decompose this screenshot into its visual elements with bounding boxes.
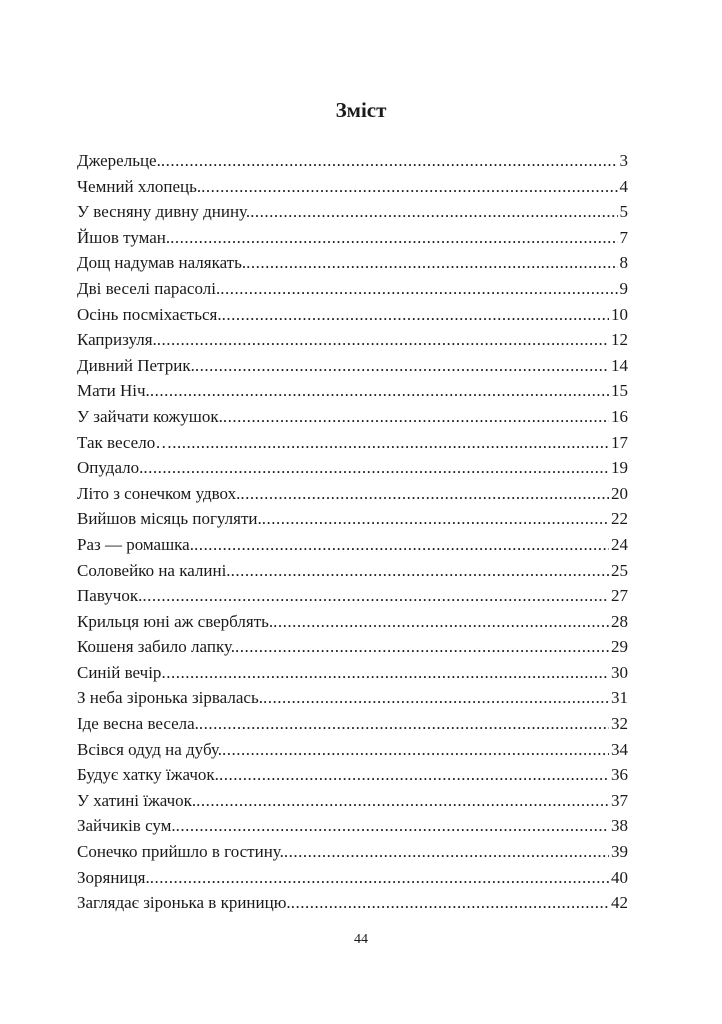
toc-entry bbox=[77, 327, 628, 353]
toc-entry-title: Соловейко на калині. bbox=[77, 560, 231, 580]
toc-entry-title: Джерельце. bbox=[77, 151, 161, 170]
toc-entry-title: Сонечко прийшло в гостину. bbox=[77, 842, 284, 862]
toc-entry bbox=[77, 634, 628, 660]
toc-entry-title: Іде весна весела. bbox=[77, 714, 199, 734]
toc-entry bbox=[77, 532, 628, 558]
dot-leader bbox=[195, 353, 609, 379]
dot-leader bbox=[284, 839, 609, 865]
toc-entry-title: Кошеня забило лапку. bbox=[77, 637, 236, 657]
toc-entry bbox=[77, 378, 628, 404]
toc-entry-page: 14 bbox=[611, 355, 628, 375]
dot-leader bbox=[161, 148, 618, 174]
dot-leader bbox=[170, 225, 617, 251]
toc-entry-title: У весняну дивну днину. bbox=[77, 202, 251, 222]
toc-entry-page: 32 bbox=[611, 714, 628, 734]
dot-leader bbox=[157, 327, 609, 353]
toc-entry bbox=[77, 558, 628, 584]
toc-entry-page: 36 bbox=[611, 765, 628, 785]
toc-entry bbox=[77, 250, 628, 276]
table-of-contents bbox=[77, 148, 628, 916]
toc-entry-page: 4 bbox=[619, 176, 628, 196]
toc-entry-page: 8 bbox=[619, 253, 628, 273]
toc-entry-title: Літо з сонечком удвох. bbox=[77, 483, 241, 503]
dot-leader bbox=[262, 506, 609, 532]
dot-leader bbox=[143, 455, 609, 481]
toc-entry-page: 42 bbox=[611, 893, 628, 913]
toc-entry bbox=[77, 148, 628, 174]
toc-entry-title: Опудало. bbox=[77, 458, 144, 478]
toc-entry-page: 15 bbox=[611, 381, 628, 401]
dot-leader bbox=[172, 430, 609, 456]
toc-entry-title: Дві веселі парасолі. bbox=[77, 278, 221, 298]
dot-leader bbox=[273, 609, 609, 635]
toc-entry-page: 40 bbox=[611, 867, 628, 887]
toc-entry-title: Дощ надумав налякать. bbox=[77, 253, 247, 273]
toc-entry-title: З неба зіронька зірвалась. bbox=[77, 688, 263, 708]
toc-entry-page: 34 bbox=[611, 739, 628, 759]
toc-entry-page: 20 bbox=[611, 483, 628, 503]
dot-leader bbox=[291, 890, 609, 916]
toc-entry-title: Заглядає зіронька в криницю. bbox=[77, 893, 291, 913]
dot-leader bbox=[150, 378, 609, 404]
dot-leader bbox=[263, 685, 609, 711]
toc-entry-page: 24 bbox=[611, 534, 628, 554]
toc-entry-title: Павучок. bbox=[77, 586, 143, 606]
toc-entry-page: 16 bbox=[611, 406, 628, 426]
toc-entry-page: 28 bbox=[611, 611, 628, 631]
toc-entry bbox=[77, 455, 628, 481]
toc-entry bbox=[77, 890, 628, 916]
toc-entry bbox=[77, 481, 628, 507]
toc-entry bbox=[77, 430, 628, 456]
toc-entry-page: 7 bbox=[619, 227, 628, 247]
toc-entry-title: Крильця юні аж сверблять. bbox=[77, 611, 274, 631]
toc-entry bbox=[77, 609, 628, 635]
toc-entry bbox=[77, 404, 628, 430]
toc-entry-page: 5 bbox=[619, 202, 628, 222]
page-number: 44 bbox=[354, 932, 368, 947]
dot-leader bbox=[199, 711, 609, 737]
toc-entry-page: 30 bbox=[611, 662, 628, 682]
toc-entry bbox=[77, 813, 628, 839]
toc-entry-page: 9 bbox=[619, 278, 628, 298]
dot-leader bbox=[220, 276, 617, 302]
dot-leader bbox=[219, 762, 609, 788]
toc-entry-title: Так весело… bbox=[77, 432, 173, 452]
dot-leader bbox=[142, 583, 609, 609]
toc-entry-page: 29 bbox=[611, 637, 628, 657]
toc-entry-title: Всівся одуд на дубу. bbox=[77, 739, 223, 759]
toc-entry-title: Зайчиків сум. bbox=[77, 816, 176, 836]
toc-entry-page: 17 bbox=[611, 432, 628, 452]
dot-leader bbox=[150, 865, 609, 891]
toc-entry bbox=[77, 685, 628, 711]
toc-entry-page: 10 bbox=[611, 304, 628, 324]
toc-entry-page: 22 bbox=[611, 509, 628, 529]
toc-entry-title: Йшов туман. bbox=[77, 227, 171, 247]
toc-entry bbox=[77, 737, 628, 763]
dot-leader bbox=[231, 558, 609, 584]
dot-leader bbox=[161, 660, 609, 686]
toc-entry-page: 38 bbox=[611, 816, 628, 836]
toc-entry-title: Будує хатку їжачок. bbox=[77, 765, 219, 785]
toc-entry-title: Мати Ніч. bbox=[77, 381, 150, 401]
dot-leader bbox=[196, 788, 609, 814]
dot-leader bbox=[240, 481, 609, 507]
toc-entry-page: 19 bbox=[611, 458, 628, 478]
toc-entry-title: Зоряниця. bbox=[77, 867, 150, 887]
page-title: Зміст bbox=[335, 98, 387, 122]
toc-entry-title: Осінь посміхається. bbox=[77, 304, 222, 324]
toc-entry-title: Дивний Петрик. bbox=[77, 355, 195, 375]
toc-entry-title: У зайчати кожушок. bbox=[77, 406, 223, 426]
dot-leader bbox=[235, 634, 609, 660]
toc-entry bbox=[77, 225, 628, 251]
dot-leader bbox=[222, 302, 609, 328]
toc-entry-page: 3 bbox=[619, 151, 628, 170]
toc-entry-title: Чемний хлопець. bbox=[77, 176, 202, 196]
toc-entry bbox=[77, 583, 628, 609]
toc-entry-page: 12 bbox=[611, 330, 628, 350]
toc-entry-page: 31 bbox=[611, 688, 628, 708]
toc-entry-page: 39 bbox=[611, 842, 628, 862]
dot-leader bbox=[222, 737, 609, 763]
dot-leader bbox=[201, 174, 617, 200]
toc-entry-title: Синій вечір bbox=[77, 662, 162, 682]
dot-leader bbox=[250, 199, 617, 225]
toc-entry bbox=[77, 660, 628, 686]
toc-entry-title: Вийшов місяць погуляти. bbox=[77, 509, 262, 529]
toc-entry bbox=[77, 506, 628, 532]
dot-leader bbox=[176, 813, 609, 839]
toc-entry bbox=[77, 353, 628, 379]
toc-entry bbox=[77, 865, 628, 891]
toc-entry bbox=[77, 762, 628, 788]
toc-entry-title: Раз — ромашка. bbox=[77, 534, 194, 554]
dot-leader bbox=[194, 532, 609, 558]
toc-entry bbox=[77, 711, 628, 737]
toc-entry-title: Капризуля. bbox=[77, 330, 157, 350]
toc-entry bbox=[77, 174, 628, 200]
toc-entry bbox=[77, 302, 628, 328]
toc-entry bbox=[77, 788, 628, 814]
toc-entry bbox=[77, 839, 628, 865]
dot-leader bbox=[246, 250, 617, 276]
toc-entry-page: 27 bbox=[611, 586, 628, 606]
toc-entry-page: 37 bbox=[611, 790, 628, 810]
toc-entry bbox=[77, 199, 628, 225]
toc-entry-page: 25 bbox=[611, 560, 628, 580]
dot-leader bbox=[223, 404, 609, 430]
toc-entry bbox=[77, 276, 628, 302]
toc-entry-title: У хатині їжачок. bbox=[77, 790, 197, 810]
